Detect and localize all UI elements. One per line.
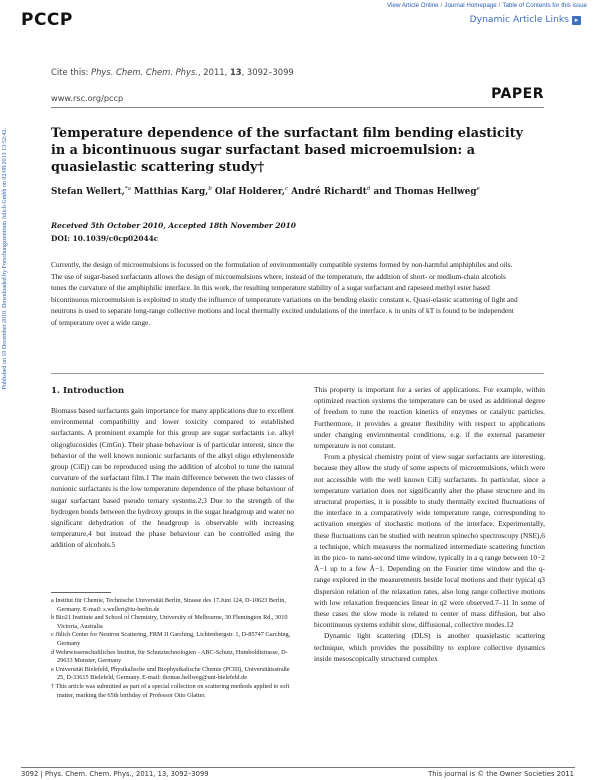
- footer-divider: [21, 767, 575, 768]
- author-affiliation: *a: [124, 186, 131, 193]
- paragraph: Dynamic light scattering (DLS) is another quasielastic scattering technique, which provides the possibility to explore collective dynamics inside mesoscopically structured complex: [314, 631, 545, 663]
- footnote: c Jülich Center for Neutron Scattering, FRM II Garching, Lichtenbergstr. 1, D-85747 Garching, Germany: [51, 631, 291, 647]
- view-article-online-link[interactable]: View Article Online: [387, 2, 439, 9]
- left-column: [51, 405, 294, 551]
- dynamic-article-links[interactable]: [470, 14, 581, 25]
- cite-pages: , 3092–3099: [241, 67, 294, 77]
- footer-citation: 3092 | Phys. Chem. Chem. Phys., 2011, 13, 3092–3099: [21, 770, 209, 778]
- author-name: Olaf Holderer,: [211, 187, 285, 197]
- dynamic-links-label: Dynamic Article Links: [469, 14, 569, 25]
- footnote: e Universität Bielefeld, Physikalische und Biophysikalische Chemie (PCIII), Universitätsstraße 25, D-33615 Bielefeld, Germany. E-mail: thomas.hellweg@uni-bielefeld.de: [51, 665, 290, 682]
- paper-badge: PAPER: [491, 86, 544, 102]
- cite-prefix: Cite this:: [51, 67, 92, 77]
- author-name: Matthias Karg,: [130, 187, 209, 197]
- top-links: [387, 2, 587, 9]
- article-title: Temperature dependence of the surfactant film bending elasticity in a bicontinuous sugar surfactant based microemulsion: a quasielastic scattering study†: [51, 126, 524, 175]
- received-dates: Received 5th October 2010, Accepted 18th November 2010: [51, 221, 296, 230]
- footnote: † This article was submitted as part of a special collection on scattering methods applied to soft matter, marking the 65th birthday of Professor Otto Glatter.: [51, 682, 290, 699]
- citation-line: [51, 67, 294, 77]
- footnote: a Institut für Chemie, Technische Universität Berlin, Strasse des 17.Juni 124, D-10623 Berlin, Germany. E-mail: s.wellert@tu-berlin.de: [51, 597, 286, 613]
- author-affiliation: e: [476, 186, 480, 193]
- sidebar-note: Published on 10 December 2010. Downloaded by Forschungszentrum Julich Gmbh on 02/08/2013 13:52:42.: [2, 128, 8, 390]
- footnote: b Bio21 Institute and School of Chemistry, University of Melbourne, 30 Flemington Rd., 3010 Victoria, Australia: [51, 614, 288, 630]
- footnote: d Wehrwissenschaftliches Institut, für Schutztechnologien - ABC-Schutz, Humboldtstrasse, D-29633 Munster, Germany: [51, 648, 288, 665]
- cite-year: , 2011,: [197, 67, 230, 77]
- journal-name: PCCP: [21, 10, 73, 30]
- journal-website-link[interactable]: www.rsc.org/pccp: [51, 93, 124, 103]
- cite-journal: Phys. Chem. Chem. Phys.: [91, 67, 198, 77]
- right-column: [314, 384, 545, 664]
- author-list: [51, 186, 531, 199]
- paragraph: This property is important for a series of applications. For example, within optimized reaction systems the temperature can be used as additional degree of freedom to tune the reaction kinetics of enzymes or catalytic particles. Furthermore, it provides a greater flexibility with respect to applications under changing environmental conditions, e.g. if the external parameter temperature is not constant.: [314, 385, 545, 451]
- footnote-divider: [51, 592, 111, 593]
- table-of-contents-link[interactable]: Table of Contents for this issue: [502, 2, 587, 9]
- footnotes: [51, 597, 294, 700]
- author-affiliation: d: [366, 186, 371, 193]
- cite-volume: 13: [229, 67, 242, 77]
- doi[interactable]: DOI: 10.1039/c0cp02044c: [51, 234, 159, 243]
- paragraph: From a physical chemistry point of view sugar surfactants are interesting, because they allow the study of some aspects of microemulsions, which were not accessible with the well known CiEj surfactants. In particular, since a temperature variation does not significantly alter the phase structure and its structural properties, it is possible to study thermally excited fluctuations of the interface in a comparatively wide temperature range, corresponding to activation energies of stochastic motions of the interface. Experimentally, these fluctuations can be studied with neutron spinecho spectroscopy (NSE),6 a technique, which measures the normalized intermediate scattering function in the pico- to nano-second time window, typically in a q range between 10−2 Å−1 up to a few Å−1. Depending on the Fourier time window and the q-range explored in the measurements beside local motions and their typical q3 dispersion relation of the relaxation rates, also long range collective motions with low relaxation frequencies linear in q2 were observed.7–11 In some of these cases the slow mode is related to center of mass diffusion, but also bicontinuous systems exhibit slow, diffusional, collective modes.12: [314, 452, 545, 630]
- author-name: André Richardt: [288, 187, 367, 197]
- author-affiliation: c: [284, 186, 289, 193]
- journal-homepage-link[interactable]: Journal Homepage: [444, 2, 497, 9]
- footer-copyright: This journal is © the Owner Societies 2011: [428, 770, 574, 778]
- header-divider: [51, 107, 544, 108]
- section-heading: 1. Introduction: [51, 386, 125, 396]
- abstract: Currently, the design of microemulsions is focussed on the formulation of environmentally compatible systems formed by non-harmful amphiphiles and oils. The use of sugar-based surfactants allows the design of microemulsions where, instead of the temperature, the addition of short- or medium-chain alcohols tunes the curvature of the amphiphilic interface. In this work, the resulting temperature stability of a sugar surfactant and rapeseed methyl ester based bicontinuous microemulsion is exploited to study the influence of temperature variations on the bending elastic constant κ. Quasi-elastic scattering of light and neutrons is used to separate long-range collective motions and local thermally excited undulations of the interface. κ in units of kT is found to be independent of temperature over a wide range.: [51, 260, 518, 327]
- author-affiliation: b: [208, 186, 212, 193]
- author-name: and Thomas Hellweg: [370, 187, 477, 197]
- abstract-divider: [51, 373, 544, 374]
- paragraph: Biomass based surfactants gain importance for many applications due to excellent environmental compatibility and lower toxicity compared to established surfactants. A prominent example for this group are sugar surfactants i.e. alkyl oligoglucosides (CmGn). Their phase behaviour is of particular interest, since the behavior of the well known nonionic surfactants of the alkyl oligo ethyleneoxide group (CiEj) can be reproduced using the addition of alcohol to tune the natural curvature of the surfactant film.1 The main difference between the two classes of nonionic surfactants is the low temperature dependence of the phase behaviour of sugar surfactant based pseudo ternary systems.2,3 Due to the strength of the hydrogen bonds between the hydroxy groups in the sugar headgroup and water no significant dehydration of the headgroup is observable with increasing temperature,4 but instead the phase behaviour can be controlled using the addition of alcohols.5: [51, 406, 294, 550]
- publication-sidebar: [2, 128, 14, 588]
- chevron-right-icon: ▸: [572, 16, 581, 25]
- link-separator: /: [440, 2, 443, 9]
- link-separator: /: [498, 2, 501, 9]
- author-name: Stefan Wellert,: [51, 187, 125, 197]
